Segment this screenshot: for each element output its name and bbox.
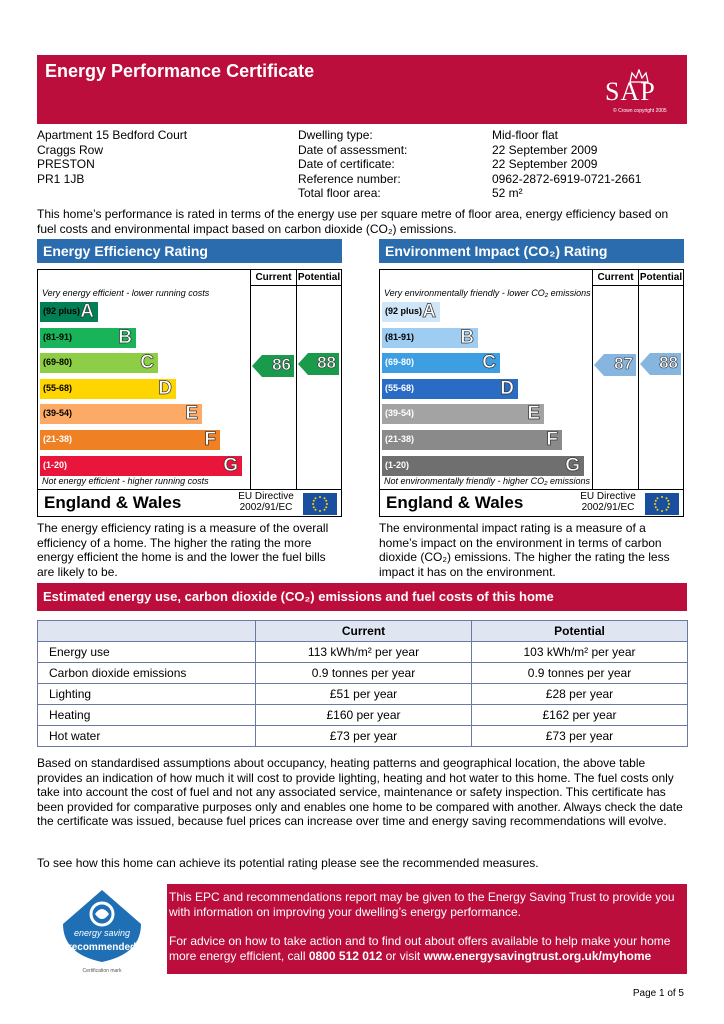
band-range: (39-54) xyxy=(385,408,415,418)
potential-value: 103 kWh/m² per year xyxy=(472,642,688,663)
band-range: (1-20) xyxy=(43,460,68,470)
potential-column xyxy=(296,270,341,489)
table-row xyxy=(38,705,688,726)
current-value: 113 kWh/m² per year xyxy=(256,642,472,663)
recommendation-note: To see how this home can achieve its potential rating please see the recommended measures. xyxy=(37,856,539,870)
eu-flag-icon xyxy=(303,493,337,515)
footer-band xyxy=(37,884,687,974)
current-label: Current xyxy=(251,270,296,286)
sap-logo-caption: © Crown copyright 2005 xyxy=(613,108,667,114)
band-letter: B xyxy=(460,327,474,348)
logo-line-2: recommended xyxy=(67,942,137,953)
table-row xyxy=(38,684,688,705)
eu-flag-icon xyxy=(645,493,679,515)
band-letter: D xyxy=(500,378,514,399)
current-column xyxy=(592,270,638,489)
detail-value: 22 September 2009 xyxy=(492,142,598,157)
footer-text-2 xyxy=(169,934,684,964)
directive-line: EU Directive xyxy=(238,491,294,502)
current-column xyxy=(250,270,296,489)
band-letter: D xyxy=(158,378,172,399)
environment-chart xyxy=(379,269,684,517)
phone-number: 0800 512 012 xyxy=(308,949,383,963)
region-label: England & Wales xyxy=(386,493,524,512)
current-value: £73 per year xyxy=(256,726,472,747)
top-note: Very energy efficient - lower running costs xyxy=(42,288,210,298)
bottom-note: Not energy efficient - higher running costs xyxy=(42,476,209,486)
sap-logo xyxy=(605,67,675,115)
detail-label: Date of certificate: xyxy=(298,157,395,171)
row-label: Energy use xyxy=(38,642,256,663)
chart-footer xyxy=(380,489,683,517)
potential-rating: 88 xyxy=(659,353,678,372)
rating-band-b xyxy=(40,328,136,348)
footer-text-mid: or visit xyxy=(382,949,424,963)
current-value: £160 per year xyxy=(256,705,472,726)
address-line: PR1 1JB xyxy=(37,171,85,186)
current-rating: 87 xyxy=(614,354,633,373)
website-link[interactable]: www.energysavingtrust.org.uk/myhome xyxy=(423,949,652,963)
band-letter: C xyxy=(482,352,496,373)
potential-label: Potential xyxy=(639,270,683,286)
potential-column xyxy=(638,270,683,489)
region-label: England & Wales xyxy=(44,493,182,512)
detail-label: Dwelling type: xyxy=(298,128,373,142)
rating-band-b xyxy=(382,328,478,348)
address-line: Craggs Row xyxy=(37,142,104,157)
efficiency-description: The energy efficiency rating is a measure of the overall efficiency of a home. The higher the rating the more energy efficient the home is and the lower the fuel bills are likely to be. xyxy=(37,521,329,579)
rating-band-d xyxy=(40,379,176,399)
band-letter: E xyxy=(527,403,540,424)
energy-saving-recommended-icon xyxy=(37,884,167,974)
detail-label: Total floor area: xyxy=(298,186,381,200)
band-letter: G xyxy=(565,455,580,476)
environment-panel xyxy=(379,239,684,579)
current-rating-arrow xyxy=(594,354,636,376)
directive-line: 2002/91/EC xyxy=(239,502,293,513)
rating-band-c xyxy=(40,353,158,373)
address-line: Apartment 15 Bedford Court xyxy=(37,128,188,142)
directive-line: EU Directive xyxy=(580,491,636,502)
band-range: (81-91) xyxy=(43,332,73,342)
detail-labels xyxy=(298,128,407,201)
band-range: (92 plus) xyxy=(43,306,81,316)
bottom-note: Not environmentally friendly - higher CO₂ emissions xyxy=(384,476,591,486)
top-note: Very environmentally friendly - lower CO₂ emissions xyxy=(384,288,591,298)
rating-band-g xyxy=(382,456,584,476)
band-letter: A xyxy=(422,301,436,322)
logo-line-1: energy saving xyxy=(73,928,131,938)
band-range: (69-80) xyxy=(385,357,415,367)
rating-band-d xyxy=(382,379,518,399)
efficiency-title: Energy Efficiency Rating xyxy=(37,239,342,263)
sap-logo-text: SAP xyxy=(605,77,656,106)
current-rating: 86 xyxy=(272,355,291,374)
band-range: (21-38) xyxy=(43,434,73,444)
table-row xyxy=(38,663,688,684)
band-letter: E xyxy=(185,403,198,424)
detail-value: 52 m² xyxy=(492,186,523,200)
detail-value: Mid-floor flat xyxy=(492,128,559,142)
potential-value: £73 per year xyxy=(472,726,688,747)
band-range: (21-38) xyxy=(385,434,415,444)
column-header: Current xyxy=(256,621,472,642)
potential-value: 0.9 tonnes per year xyxy=(472,663,688,684)
band-range: (55-68) xyxy=(385,383,415,393)
page-title: Energy Performance Certificate xyxy=(45,61,315,81)
environment-description: The environmental impact rating is a measure of a home’s impact on the environment in terms of carbon dioxide (CO₂) emissions. The higher the rating the less impact it has on the environment. xyxy=(379,521,670,579)
environment-title: Environment Impact (CO₂) Rating xyxy=(379,239,684,263)
band-range: (69-80) xyxy=(43,357,73,367)
eu-directive xyxy=(235,491,297,513)
band-letter: F xyxy=(546,429,558,450)
band-range: (1-20) xyxy=(385,460,410,470)
potential-label: Potential xyxy=(297,270,341,286)
band-letter: B xyxy=(118,327,132,348)
rating-band-g xyxy=(40,456,242,476)
chart-footer xyxy=(38,489,341,517)
column-header xyxy=(38,621,256,642)
page-number: Page 1 of 5 xyxy=(632,988,684,999)
potential-rating-arrow xyxy=(298,353,339,375)
current-rating-arrow xyxy=(252,355,294,377)
logo-line-3: Certification mark xyxy=(82,968,122,974)
row-label: Carbon dioxide emissions xyxy=(38,663,256,684)
band-range: (81-91) xyxy=(385,332,415,342)
costs-table xyxy=(37,620,688,747)
detail-values xyxy=(492,128,641,201)
row-label: Lighting xyxy=(38,684,256,705)
rating-band-a xyxy=(382,302,440,322)
detail-label: Reference number: xyxy=(298,171,401,186)
explanation-paragraph: Based on standardised assumptions about occupancy, heating patterns and geographical location, the above table provides an indication of how much it will cost to provide lighting, heating and hot water to this home. The fuel costs only take into account the cost of fuel and not any associated service, maintenance or safety inspection. This certificate has been provided for comparative purposes only and enables one home to be compared with another. Always check the date the certificate was issued, because fuel prices can increase over time and energy saving recommendations will evolve. xyxy=(37,756,683,829)
band-range: (55-68) xyxy=(43,383,73,393)
band-range: (39-54) xyxy=(43,408,73,418)
rating-band-f xyxy=(382,430,562,450)
table-header-row xyxy=(38,621,688,642)
band-letter: G xyxy=(223,455,238,476)
band-range: (92 plus) xyxy=(385,306,423,316)
footer-text-1: This EPC and recommendations report may be given to the Energy Saving Trust to provide you with information on improving your dwelling’s energy performance. xyxy=(169,890,675,919)
footer-text-prefix: For advice on how to take action and to find out about offers available to help make your home more energy efficient, call xyxy=(169,934,671,963)
band-letter: C xyxy=(140,352,154,373)
current-value: 0.9 tonnes per year xyxy=(256,663,472,684)
row-label: Heating xyxy=(38,705,256,726)
row-label: Hot water xyxy=(38,726,256,747)
efficiency-chart xyxy=(37,269,342,517)
table-row xyxy=(38,726,688,747)
band-letter: A xyxy=(80,301,94,322)
rating-band-c xyxy=(382,353,500,373)
estimated-title: Estimated energy use, carbon dioxide (CO₂) emissions and fuel costs of this home xyxy=(37,583,687,611)
efficiency-panel xyxy=(37,239,342,579)
table-row xyxy=(38,642,688,663)
detail-label: Date of assessment: xyxy=(298,142,408,157)
address xyxy=(37,128,187,186)
potential-rating: 88 xyxy=(317,353,336,372)
current-value: £51 per year xyxy=(256,684,472,705)
directive-line: 2002/91/EC xyxy=(581,502,635,513)
rating-band-a xyxy=(40,302,98,322)
rating-band-e xyxy=(382,404,544,424)
header-band xyxy=(37,55,687,124)
potential-value: £162 per year xyxy=(472,705,688,726)
energy-saving-logo xyxy=(37,884,167,974)
detail-value: 0962-2872-6919-0721-2661 xyxy=(492,171,642,186)
potential-value: £28 per year xyxy=(472,684,688,705)
detail-value: 22 September 2009 xyxy=(492,157,598,171)
rating-band-f xyxy=(40,430,220,450)
column-header: Potential xyxy=(472,621,688,642)
band-letter: F xyxy=(204,429,216,450)
eu-directive xyxy=(577,491,639,513)
intro-text: This home’s performance is rated in terms of the energy use per square metre of floor area, energy efficiency based on fuel costs and environmental impact based on carbon dioxide (CO₂) emissions. xyxy=(37,207,669,236)
current-label: Current xyxy=(593,270,638,286)
address-line: PRESTON xyxy=(37,157,95,171)
rating-band-e xyxy=(40,404,202,424)
potential-rating-arrow xyxy=(640,353,681,375)
